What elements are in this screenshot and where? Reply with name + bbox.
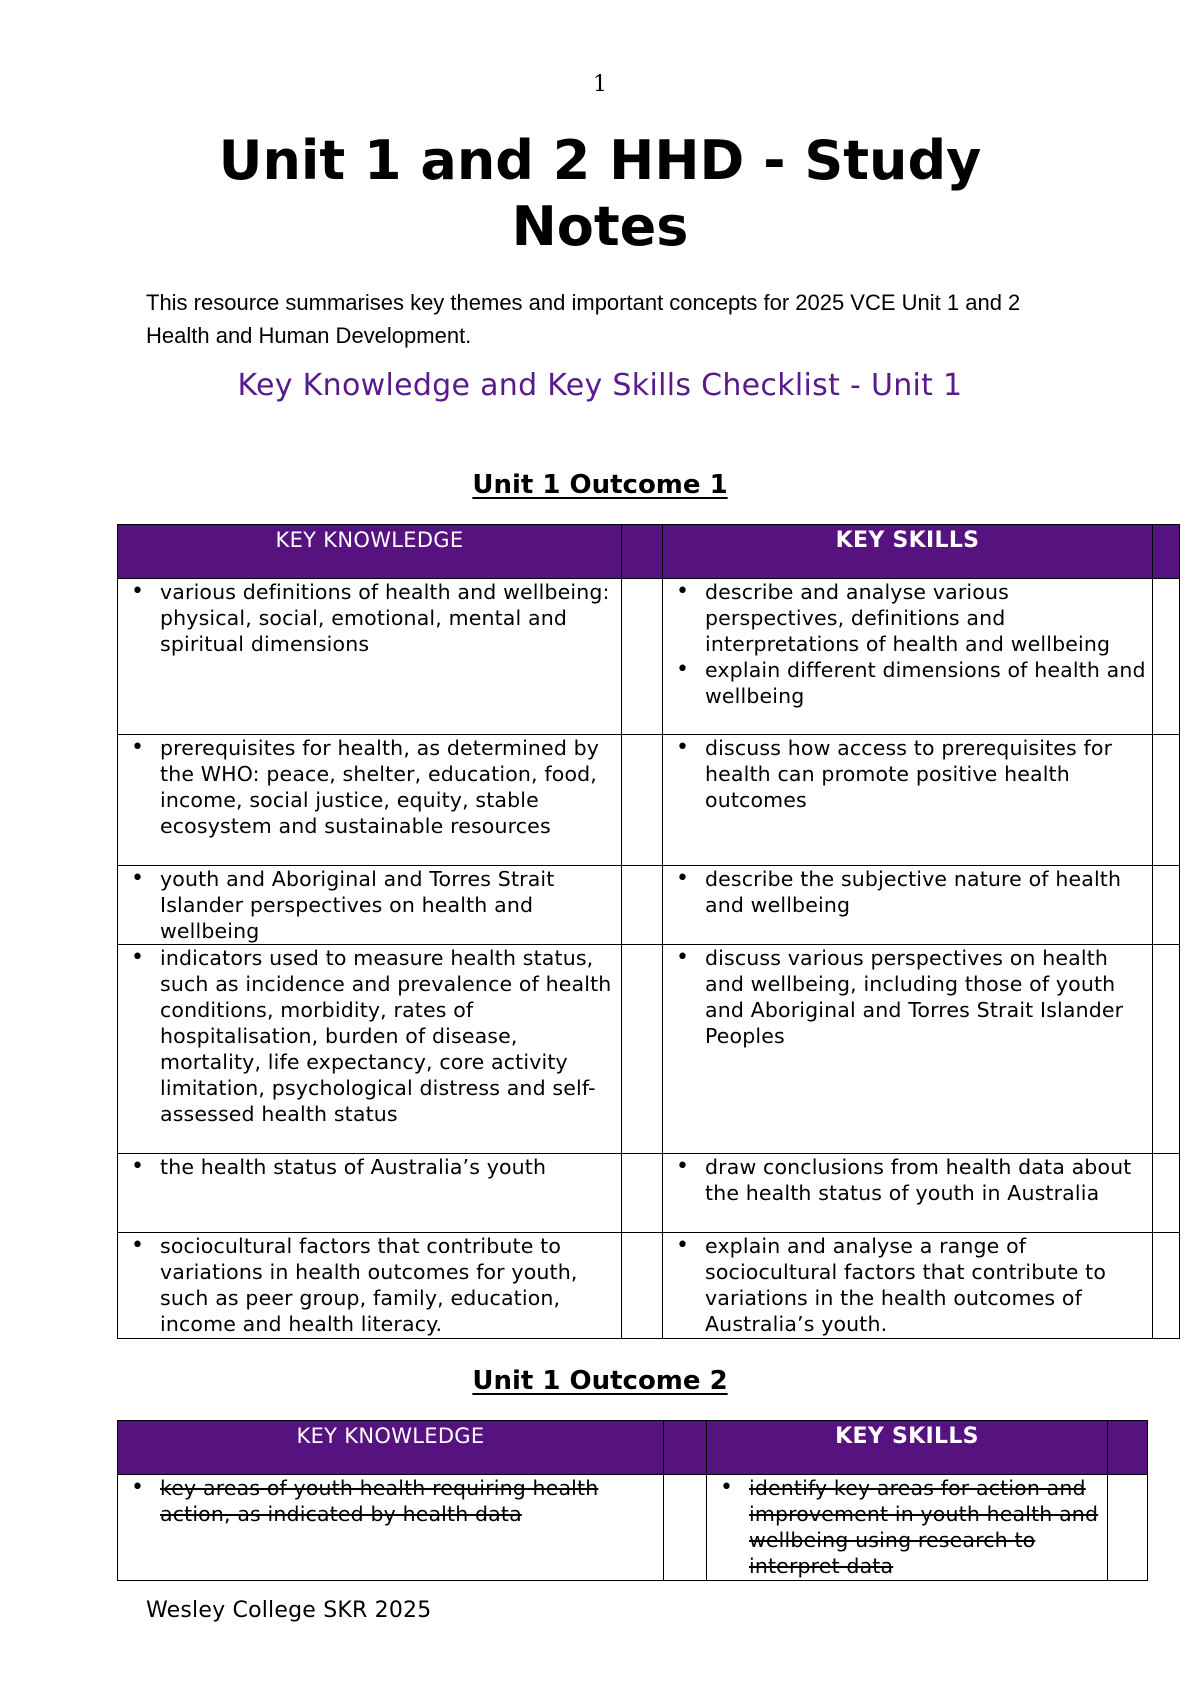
- page-number: 1: [593, 72, 607, 97]
- col-header-check-knowledge: [622, 525, 663, 579]
- bullet-list: [663, 1233, 1152, 1337]
- table-row: [118, 1154, 1180, 1233]
- bullet-list: [663, 866, 1152, 918]
- bullet-list: [663, 579, 1152, 709]
- bullet-list: [118, 579, 621, 657]
- bullet-list: [663, 1154, 1152, 1206]
- col-header-skills: KEY SKILLS: [707, 1421, 1108, 1475]
- skills-cell: [663, 1154, 1153, 1233]
- knowledge-cell: [118, 945, 622, 1154]
- knowledge-checkbox-cell[interactable]: [622, 1154, 663, 1233]
- col-header-knowledge: KEY KNOWLEDGE: [118, 1421, 664, 1475]
- skills-checkbox-cell[interactable]: [1153, 735, 1180, 866]
- outcome2-heading: Unit 1 Outcome 2: [472, 1366, 728, 1396]
- bullet-list: [663, 735, 1152, 813]
- list-item: • explain different dimensions of health and wellbeing: [663, 657, 1152, 709]
- skills-cell: [663, 866, 1153, 945]
- list-item: • prerequisites for health, as determined by the WHO: peace, shelter, education, food, income, social justice, equity, stable ecosystem and sustainable resources: [118, 735, 621, 839]
- list-item: • the health status of Australia’s youth: [118, 1154, 621, 1180]
- list-item: • describe the subjective nature of health and wellbeing: [663, 866, 1152, 918]
- knowledge-checkbox-cell[interactable]: [664, 1475, 707, 1581]
- col-header-check-skills: [1153, 525, 1180, 579]
- skills-checkbox-cell[interactable]: [1153, 1154, 1180, 1233]
- list-item: • explain and analyse a range of sociocultural factors that contribute to variations in the health outcomes of Australia’s youth.: [663, 1233, 1152, 1337]
- skills-cell: [663, 735, 1153, 866]
- knowledge-cell: [118, 866, 622, 945]
- col-header-knowledge: KEY KNOWLEDGE: [118, 525, 622, 579]
- table-header-row: [118, 1421, 1148, 1475]
- bullet-list: [118, 1154, 621, 1180]
- knowledge-cell: [118, 1233, 622, 1339]
- skills-checkbox-cell[interactable]: [1153, 1233, 1180, 1339]
- skills-checkbox-cell[interactable]: [1153, 866, 1180, 945]
- skills-cell: [663, 945, 1153, 1154]
- list-item: • sociocultural factors that contribute to variations in health outcomes for youth, such as peer group, family, education, income and health literacy.: [118, 1233, 621, 1337]
- skills-cell: [663, 579, 1153, 735]
- list-item: • youth and Aboriginal and Torres Strait Islander perspectives on health and wellbeing: [118, 866, 621, 944]
- knowledge-cell: [118, 1475, 664, 1581]
- col-header-check-skills: [1108, 1421, 1148, 1475]
- skills-cell: [663, 1233, 1153, 1339]
- list-item: • discuss various perspectives on health and wellbeing, including those of youth and Aboriginal and Torres Strait Islander Peoples: [663, 945, 1152, 1049]
- knowledge-checkbox-cell[interactable]: [622, 945, 663, 1154]
- table-row: [118, 866, 1180, 945]
- list-item: • identify key areas for action and improvement in youth health and wellbeing using research to interpret data: [707, 1475, 1107, 1579]
- col-header-check-knowledge: [664, 1421, 707, 1475]
- outcome1-heading: Unit 1 Outcome 1: [472, 470, 728, 500]
- knowledge-checkbox-cell[interactable]: [622, 1233, 663, 1339]
- skills-checkbox-cell[interactable]: [1153, 579, 1180, 735]
- intro-paragraph: This resource summarises key themes and important concepts for 2025 VCE Unit 1 and 2 Health and Human Development.: [146, 290, 1021, 348]
- outcome2-table-body: [118, 1475, 1148, 1581]
- outcome1-table: [117, 524, 1180, 1339]
- document-title: Unit 1 and 2 HHD - Study Notes: [218, 129, 982, 258]
- outcome1-table-body: [118, 579, 1180, 1339]
- table-row: [118, 1475, 1148, 1581]
- knowledge-cell: [118, 579, 622, 735]
- table-row: [118, 945, 1180, 1154]
- bullet-list: [118, 735, 621, 839]
- table-row: [118, 579, 1180, 735]
- knowledge-cell: [118, 735, 622, 866]
- list-item: • describe and analyse various perspectives, definitions and interpretations of health and wellbeing: [663, 579, 1152, 657]
- table-row: [118, 735, 1180, 866]
- outcome2-table: [117, 1420, 1148, 1581]
- list-item: • indicators used to measure health status, such as incidence and prevalence of health conditions, morbidity, rates of hospitalisation, burden of disease, mortality, life expectancy, core activity limitation, psychological distress and self-assessed health status: [118, 945, 621, 1127]
- bullet-list: [118, 945, 621, 1127]
- checklist-heading: Key Knowledge and Key Skills Checklist - Unit 1: [237, 368, 963, 403]
- list-item: • various definitions of health and wellbeing: physical, social, emotional, mental and spiritual dimensions: [118, 579, 621, 657]
- table-header-row: [118, 525, 1180, 579]
- knowledge-cell: [118, 1154, 622, 1233]
- col-header-skills: KEY SKILLS: [663, 525, 1153, 579]
- bullet-list: [707, 1475, 1107, 1579]
- knowledge-checkbox-cell[interactable]: [622, 579, 663, 735]
- list-item: • draw conclusions from health data about the health status of youth in Australia: [663, 1154, 1152, 1206]
- bullet-list: [118, 1475, 663, 1527]
- bullet-list: [118, 1233, 621, 1337]
- list-item: • key areas of youth health requiring health action, as indicated by health data: [118, 1475, 663, 1527]
- knowledge-checkbox-cell[interactable]: [622, 735, 663, 866]
- skills-checkbox-cell[interactable]: [1153, 945, 1180, 1154]
- knowledge-checkbox-cell[interactable]: [622, 866, 663, 945]
- skills-cell: [707, 1475, 1108, 1581]
- bullet-list: [663, 945, 1152, 1049]
- bullet-list: [118, 866, 621, 944]
- skills-checkbox-cell[interactable]: [1108, 1475, 1148, 1581]
- table-row: [118, 1233, 1180, 1339]
- list-item: • discuss how access to prerequisites for health can promote positive health outcomes: [663, 735, 1152, 813]
- footer-text: Wesley College SKR 2025: [146, 1598, 432, 1623]
